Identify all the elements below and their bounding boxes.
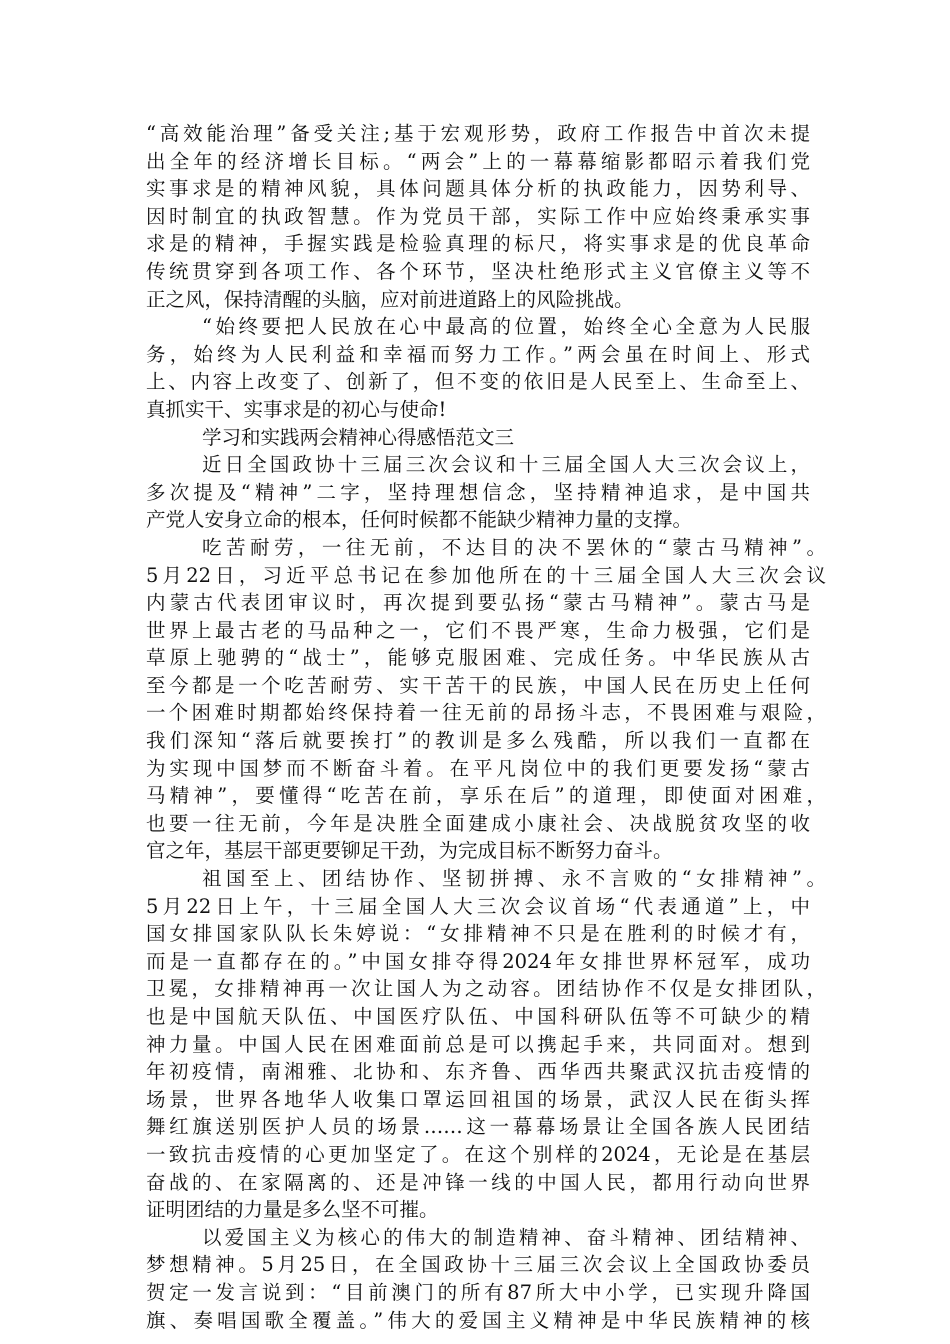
text-line: 一个困难时期都始终保持着一往无前的昂扬斗志，不畏困难与艰险，	[146, 701, 826, 725]
text-line: 产党人安身立命的根本，任何时候都不能缺少精神力量的支撑。	[146, 508, 693, 532]
text-line: 世界上最古老的马品种之一，它们不畏严寒，生命力极强，它们是	[146, 618, 810, 642]
paragraph-first-line: 以爱国主义为核心的伟大的制造精神、奋斗精神、团结精神、	[202, 1225, 810, 1249]
paragraph-first-line: “始终要把人民放在心中最高的位置，始终全心全意为人民服	[202, 315, 810, 339]
text-line: 5月22日，习近平总书记在参加他所在的十三届全国人大三次会议	[146, 563, 826, 587]
text-line: 官之年，基层干部更要铆足干劲，为完成目标不断努力奋斗。	[146, 839, 673, 863]
text-line: 舞红旗送别医护人员的场景……这一幕幕场景让全国各族人民团结	[146, 1115, 810, 1139]
text-line: 一致抗击疫情的心更加坚定了。在这个别样的2024，无论是在基层	[146, 1142, 810, 1166]
section-heading: 学习和实践两会精神心得感悟范文三	[202, 425, 515, 449]
text-line: 国女排国家队队长朱婷说：“女排精神不只是在胜利的时候才有，	[146, 922, 810, 946]
paragraph-first-line: 祖国至上、团结协作、坚韧拼搏、永不言败的“女排精神”。	[202, 867, 826, 891]
text-line: 马精神”，要懂得“吃苦在前，享乐在后”的道理，即使面对困难，	[146, 784, 826, 808]
text-line: 多次提及“精神”二字，坚持理想信念，坚持精神追求，是中国共	[146, 480, 810, 504]
text-line: 我们深知“落后就要挨打”的教训是多么残酷，所以我们一直都在	[146, 729, 810, 753]
text-line: 贺定一发言说到：“目前澳门的所有87所大中小学，已实现升降国	[146, 1280, 810, 1304]
text-line: 务，始终为人民利益和幸福而努力工作。”两会虽在时间上、形式	[146, 342, 810, 366]
text-line: 求是的精神，手握实践是检验真理的标尺，将实事求是的优良革命	[146, 232, 810, 256]
text-line: 神力量。中国人民在困难面前总是可以携起手来，共同面对。想到	[146, 1032, 810, 1056]
text-line: 传统贯穿到各项工作、各个环节，坚决杜绝形式主义官僚主义等不	[146, 259, 810, 283]
text-line: 内蒙古代表团审议时，再次提到要弘扬“蒙古马精神”。蒙古马是	[146, 591, 810, 615]
text-line: 卫冕，女排精神再一次让国人为之动容。团结协作不仅是女排团队，	[146, 977, 826, 1001]
text-line: 草原上驰骋的“战士”，能够克服困难、完成任务。中华民族从古	[146, 646, 810, 670]
text-line: 也是中国航天队伍、中国医疗队伍、中国科研队伍等不可缺少的精	[146, 1005, 810, 1028]
text-line: 为实现中国梦而不断奋斗着。在平凡岗位中的我们更要发扬“蒙古	[146, 756, 810, 780]
text-line: 真抓实干、实事求是的初心与使命!	[146, 397, 447, 421]
paragraph-first-line: 近日全国政协十三届三次会议和十三届全国人大三次会议上，	[202, 453, 810, 477]
text-line: 上、内容上改变了、创新了，但不变的依旧是人民至上、生命至上、	[146, 370, 810, 394]
text-line: 出全年的经济增长目标。“两会”上的一幕幕缩影都昭示着我们党	[146, 149, 810, 173]
text-line: 梦想精神。5月25日，在全国政协十三届三次会议上全国政协委员	[146, 1253, 810, 1277]
text-line: 场景，世界各地华人收集口罩运回祖国的场景，武汉人民在街头挥	[146, 1087, 810, 1111]
text-line: 而是一直都存在的。”中国女排夺得2024年女排世界杯冠军，成功	[146, 949, 810, 973]
text-line: 年初疫情，南湘雅、北协和、东齐鲁、西华西共聚武汉抗击疫情的	[146, 1060, 810, 1084]
text-line: 5月22日上午，十三届全国人大三次会议首场“代表通道”上，中	[146, 894, 810, 918]
text-line: 奋战的、在家隔离的、还是冲锋一线的中国人民，都用行动向世界	[146, 1170, 810, 1194]
text-line: 旗、奏唱国歌全覆盖。”伟大的爱国主义精神是中华民族精神的核	[146, 1308, 810, 1332]
text-line: 证明团结的力量是多么坚不可摧。	[146, 1198, 439, 1222]
text-line: 因时制宜的执政智慧。作为党员干部，实际工作中应始终秉承实事	[146, 204, 810, 228]
text-line: 也要一往无前，今年是决胜全面建成小康社会、决战脱贫攻坚的收	[146, 811, 810, 835]
text-line: 实事求是的精神风貌，具体问题具体分析的执政能力，因势利导、	[146, 177, 810, 201]
text-line: “高效能治理”备受关注;基于宏观形势，政府工作报告中首次未提	[146, 122, 810, 145]
text-line: 正之风，保持清醒的头脑，应对前进道路上的风险挑战。	[146, 287, 634, 311]
document-body	[146, 120, 826, 1334]
paragraph-first-line: 吃苦耐劳，一往无前，不达目的决不罢休的“蒙古马精神”。	[202, 535, 826, 559]
text-line: 至今都是一个吃苦耐劳、实干苦干的民族，中国人民在历史上任何	[146, 673, 810, 697]
